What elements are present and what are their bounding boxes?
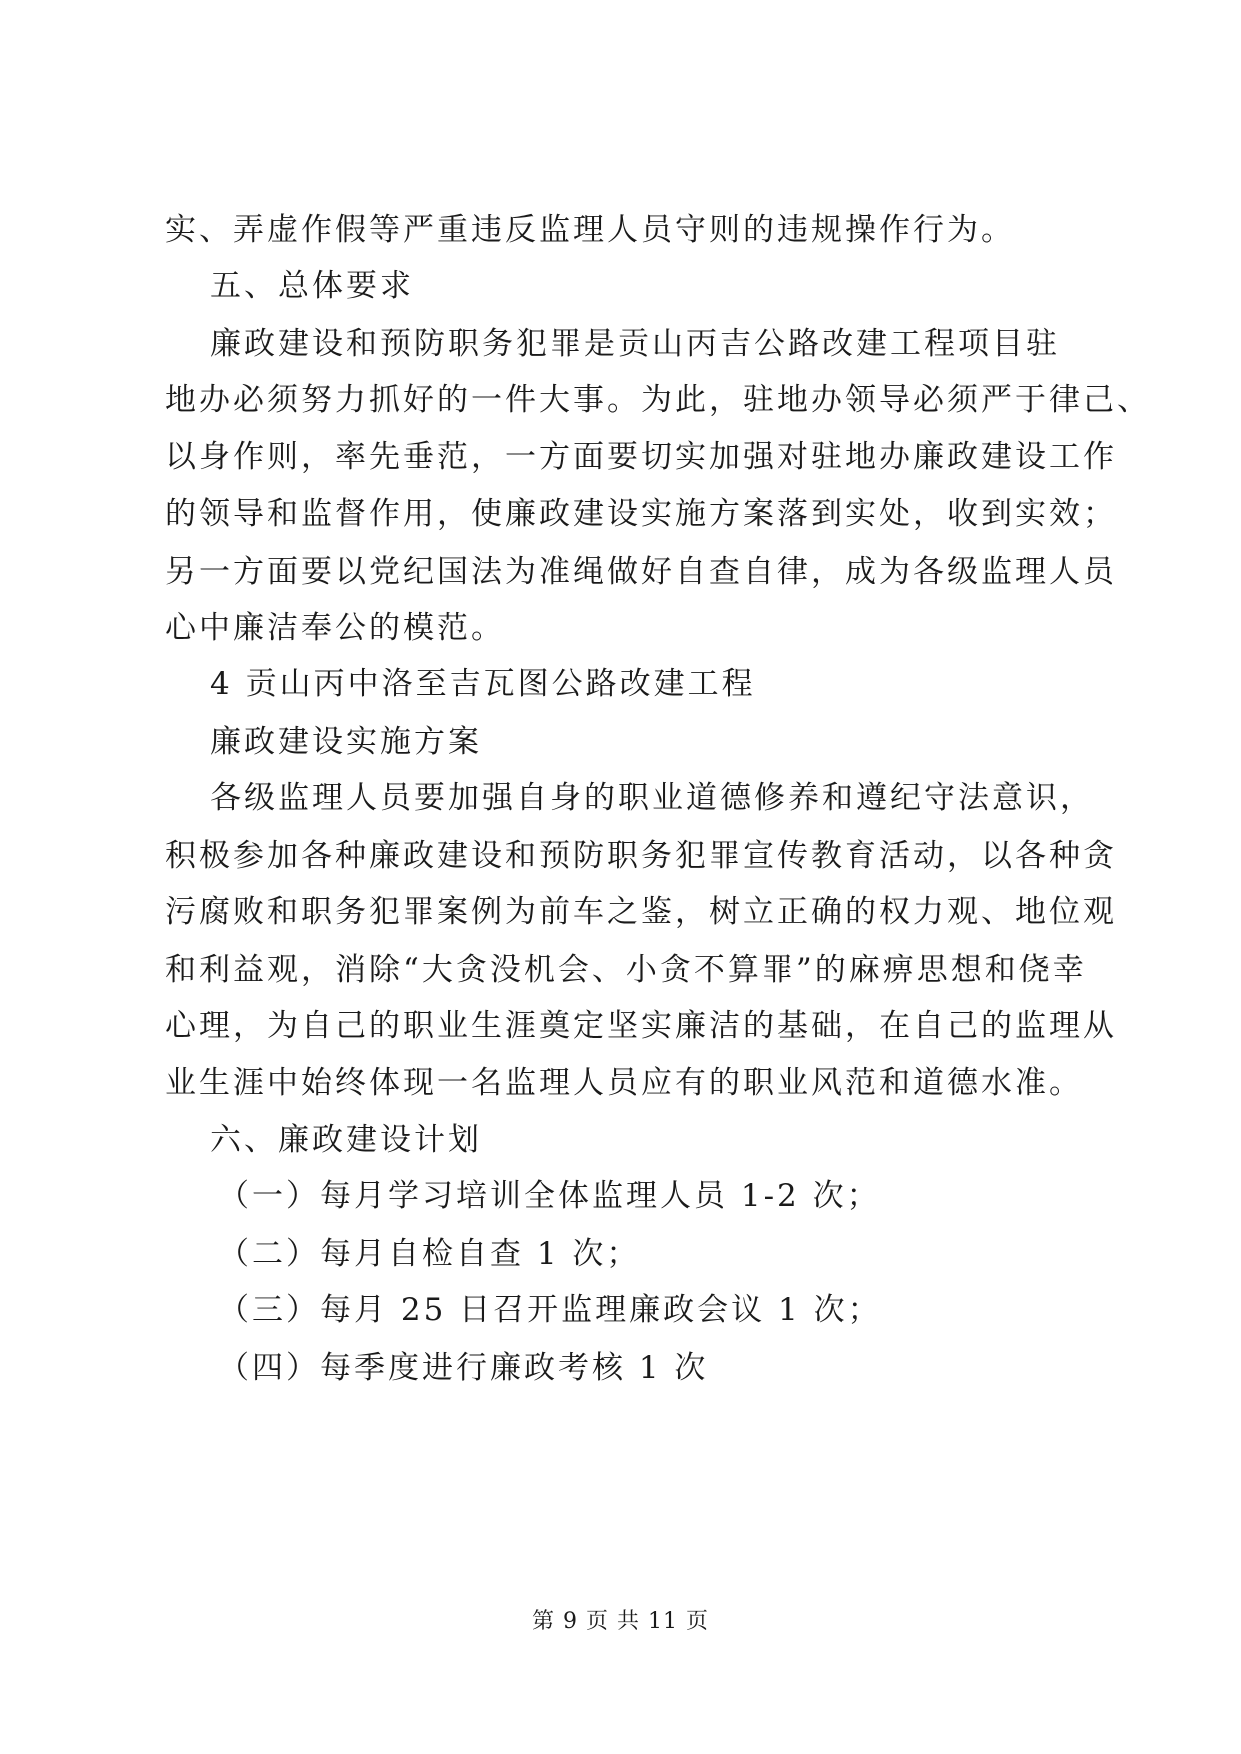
plan-item: （四）每季度进行廉政考核 1 次 — [218, 1350, 709, 1386]
body-line: 以身作则，率先垂范，一方面要切实加强对驻地办廉政建设工作 — [165, 439, 1117, 475]
body-line: 另一方面要以党纪国法为准绳做好自查自律，成为各级监理人员 — [165, 554, 1117, 590]
body-line: 各级监理人员要加强自身的职业道德修养和遵纪守法意识， — [210, 780, 1094, 816]
body-line: 心中廉洁奉公的模范。 — [165, 610, 505, 646]
body-line: 污腐败和职务犯罪案例为前车之鉴，树立正确的权力观、地位观 — [165, 894, 1117, 930]
body-line: 和利益观，消除“大贪没机会、小贪不算罪”的麻痹思想和侥幸 — [165, 952, 1087, 988]
plan-item: （一）每月学习培训全体监理人员 1-2 次； — [218, 1178, 881, 1214]
body-line: 廉政建设和预防职务犯罪是贡山丙吉公路改建工程项目驻 — [210, 326, 1060, 362]
section-heading: 五、总体要求 — [210, 268, 414, 304]
plan-item: （三）每月 25 日召开监理廉政会议 1 次； — [218, 1292, 882, 1328]
body-line: 业生涯中始终体现一名监理人员应有的职业风范和道德水准。 — [165, 1065, 1083, 1101]
subtitle-line: 廉政建设实施方案 — [210, 724, 482, 760]
body-line: 地办必须努力抓好的一件大事。为此，驻地办领导必须严于律己、 — [165, 382, 1151, 418]
body-line: 的领导和监督作用，使廉政建设实施方案落到实处，收到实效； — [165, 496, 1117, 532]
page-number-footer: 第 9 页 共 11 页 — [532, 1609, 709, 1634]
body-line: 心理，为自己的职业生涯奠定坚实廉洁的基础，在自己的监理从 — [165, 1008, 1117, 1044]
section-heading: 六、廉政建设计划 — [210, 1122, 482, 1158]
subtitle-line: 4 贡山丙中洛至吉瓦图公路改建工程 — [210, 666, 756, 702]
body-line: 积极参加各种廉政建设和预防职务犯罪宣传教育活动，以各种贪 — [165, 838, 1117, 874]
plan-item: （二）每月自检自查 1 次； — [218, 1236, 641, 1272]
body-line: 实、弄虚作假等严重违反监理人员守则的违规操作行为。 — [165, 212, 1015, 248]
